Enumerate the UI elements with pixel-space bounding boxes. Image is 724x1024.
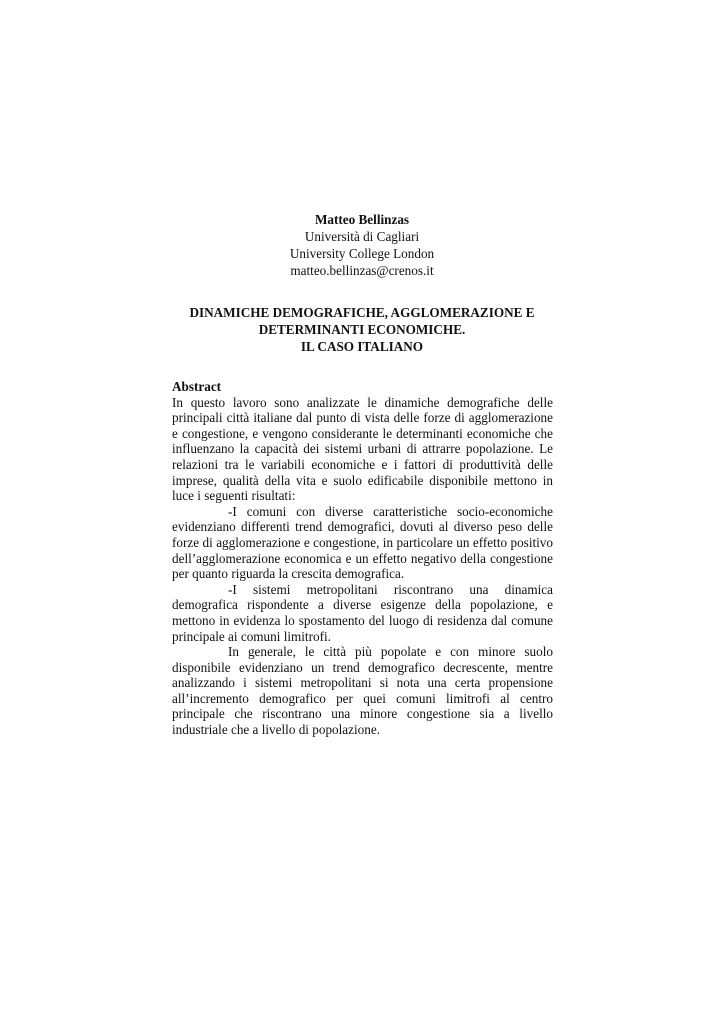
abstract-intro-paragraph: In questo lavoro sono analizzate le dinamiche demografiche delle principali città italiane dal punto di vista delle forze di agglomerazione e congestione, e vengono considerante le determinanti economiche che influenzano la capacità dei sistemi urbani di attrarre popolazione. Le relazioni tra le variabili economiche e i fattori di produttività delle imprese, qualità della vita e suolo edificabile disponibile mettono in luce i seguenti risultati: [172, 394, 553, 504]
abstract-conclusion-paragraph: In generale, le città più popolate e con minore suolo disponibile evidenziano un trend demografico decrescente, mentre analizzando i sistemi metropolitani si nota una certa propensione all’incremento demografico per quei comuni limitrofi al centro principale che riscontrano una minore congestione sia a livello industriale che a livello di popolazione. [172, 644, 553, 738]
paper-title [0, 304, 724, 355]
author-name: Matteo Bellinzas [314, 212, 410, 227]
abstract-result-2: -I sistemi metropolitani riscontrano una dinamica demografica rispondente a diverse esigenze della popolazione, e mettono in evidenza lo spostamento del luogo di residenza dal comune principale ai comuni limitrofi. [172, 581, 553, 644]
author-email: matteo.bellinzas@crenos.it [290, 263, 434, 278]
author-affiliation-2: University College London [289, 246, 435, 261]
abstract-heading: Abstract [172, 379, 222, 394]
paper-title-line-2: DETERMINANTI ECONOMICHE. [258, 322, 466, 337]
abstract-section [172, 379, 553, 738]
paper-title-line-1: DINAMICHE DEMOGRAFICHE, AGGLOMERAZIONE E [189, 305, 535, 320]
author-block [0, 211, 724, 279]
paper-title-line-3: IL CASO ITALIANO [300, 339, 424, 354]
abstract-result-1: -I comuni con diverse caratteristiche socio-economiche evidenziano differenti trend demografici, dovuti al diverso peso delle forze di agglomerazione e congestione, in particolare un effetto positivo dell’agglomerazione economica e un effetto negativo della congestione per quanto riguarda la crescita demografica. [172, 503, 553, 582]
author-affiliation-1: Università di Cagliari [304, 229, 420, 244]
